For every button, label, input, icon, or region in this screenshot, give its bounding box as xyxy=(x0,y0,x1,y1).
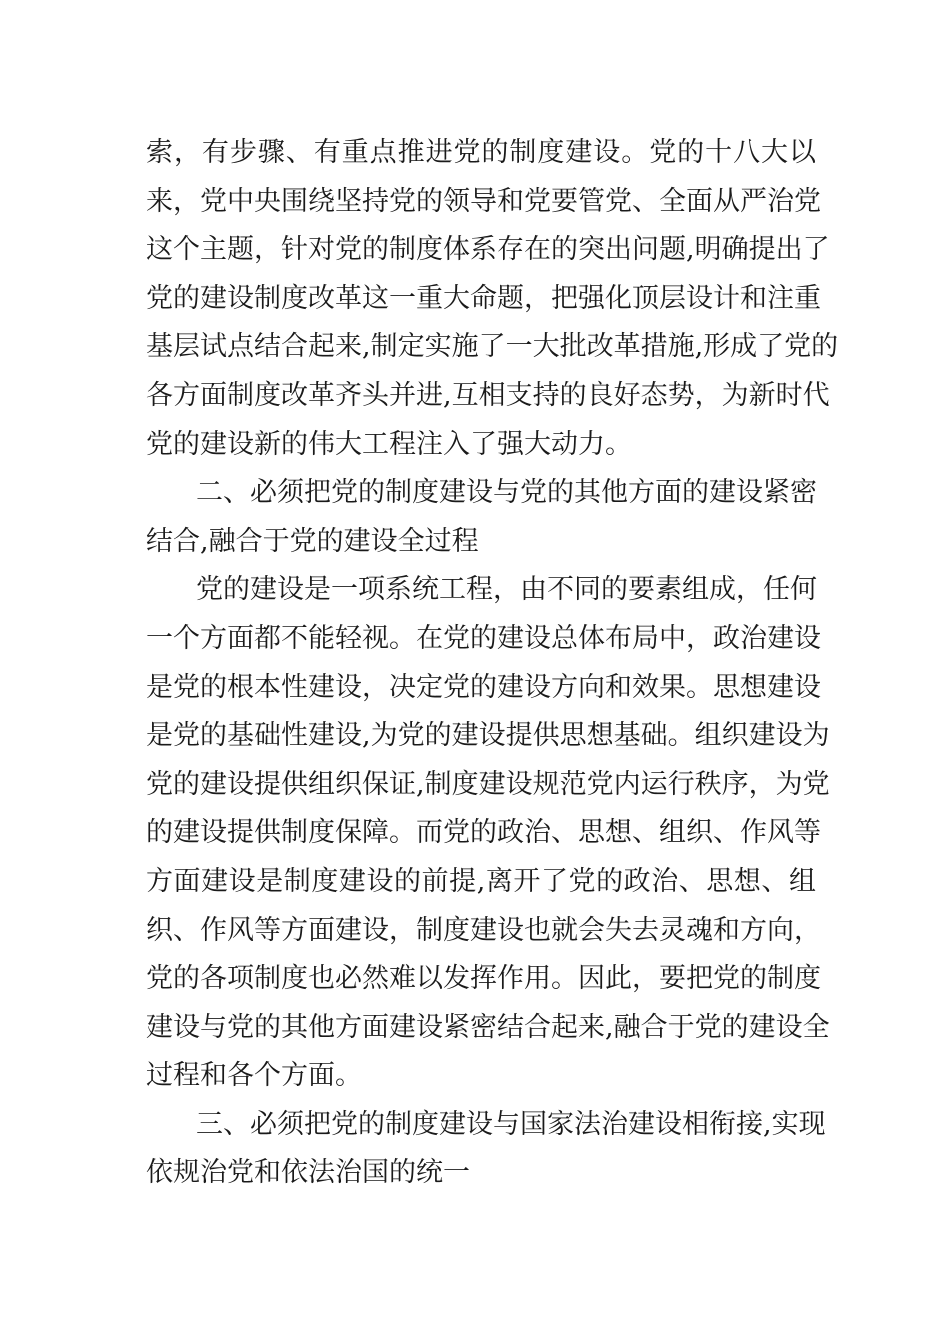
section-heading-line: 结合,融合于党的建设全过程 xyxy=(146,525,479,557)
text-line: 方面建设是制度建设的前提,离开了党的政治、思想、组 xyxy=(146,865,816,897)
body-text xyxy=(146,129,839,1198)
text-line: 党的建设新的伟大工程注入了强大动力。 xyxy=(146,428,632,460)
text-line: 是党的基础性建设,为党的建设提供思想基础。组织建设为 xyxy=(146,720,830,752)
section-heading-line: 二、必须把党的制度建设与党的其他方面的建设紧密 xyxy=(196,477,817,509)
text-line: 党的建设提供组织保证,制度建设规范党内运行秩序，为党 xyxy=(146,768,830,800)
text-line: 织、作风等方面建设，制度建设也就会失去灵魂和方向， xyxy=(146,914,821,946)
text-line: 党的建设是一项系统工程，由不同的要素组成，任何 xyxy=(196,574,817,606)
text-line: 基层试点结合起来,制定实施了一大批改革措施,形成了党的 xyxy=(146,331,839,363)
text-line: 建设与党的其他方面建设紧密结合起来,融合于党的建设全 xyxy=(146,1011,830,1043)
text-line: 过程和各个方面。 xyxy=(146,1060,362,1092)
text-line: 来，党中央围绕坚持党的领导和党要管党、全面从严治党 xyxy=(146,185,821,217)
text-line: 是党的根本性建设，决定党的建设方向和效果。思想建设 xyxy=(146,671,821,703)
text-line: 党的建设制度改革这一重大命题，把强化顶层设计和注重 xyxy=(146,282,821,314)
text-line: 索，有步骤、有重点推进党的制度建设。党的十八大以 xyxy=(146,137,816,168)
text-line: 各方面制度改革齐头并进,互相支持的良好态势，为新时代 xyxy=(146,379,830,411)
text-line: 这个主题，针对党的制度体系存在的突出问题,明确提出了 xyxy=(146,234,830,266)
section-heading-line: 三、必须把党的制度建设与国家法治建设相衔接,实现 xyxy=(196,1108,826,1140)
text-line: 党的各项制度也必然难以发挥作用。因此，要把党的制度 xyxy=(146,963,821,995)
text-line: 一个方面都不能轻视。在党的建设总体布局中，政治建设 xyxy=(146,622,821,654)
text-line: 的建设提供制度保障。而党的政治、思想、组织、作风等 xyxy=(146,817,821,849)
section-heading-line: 依规治党和依法治国的统一 xyxy=(146,1157,470,1189)
